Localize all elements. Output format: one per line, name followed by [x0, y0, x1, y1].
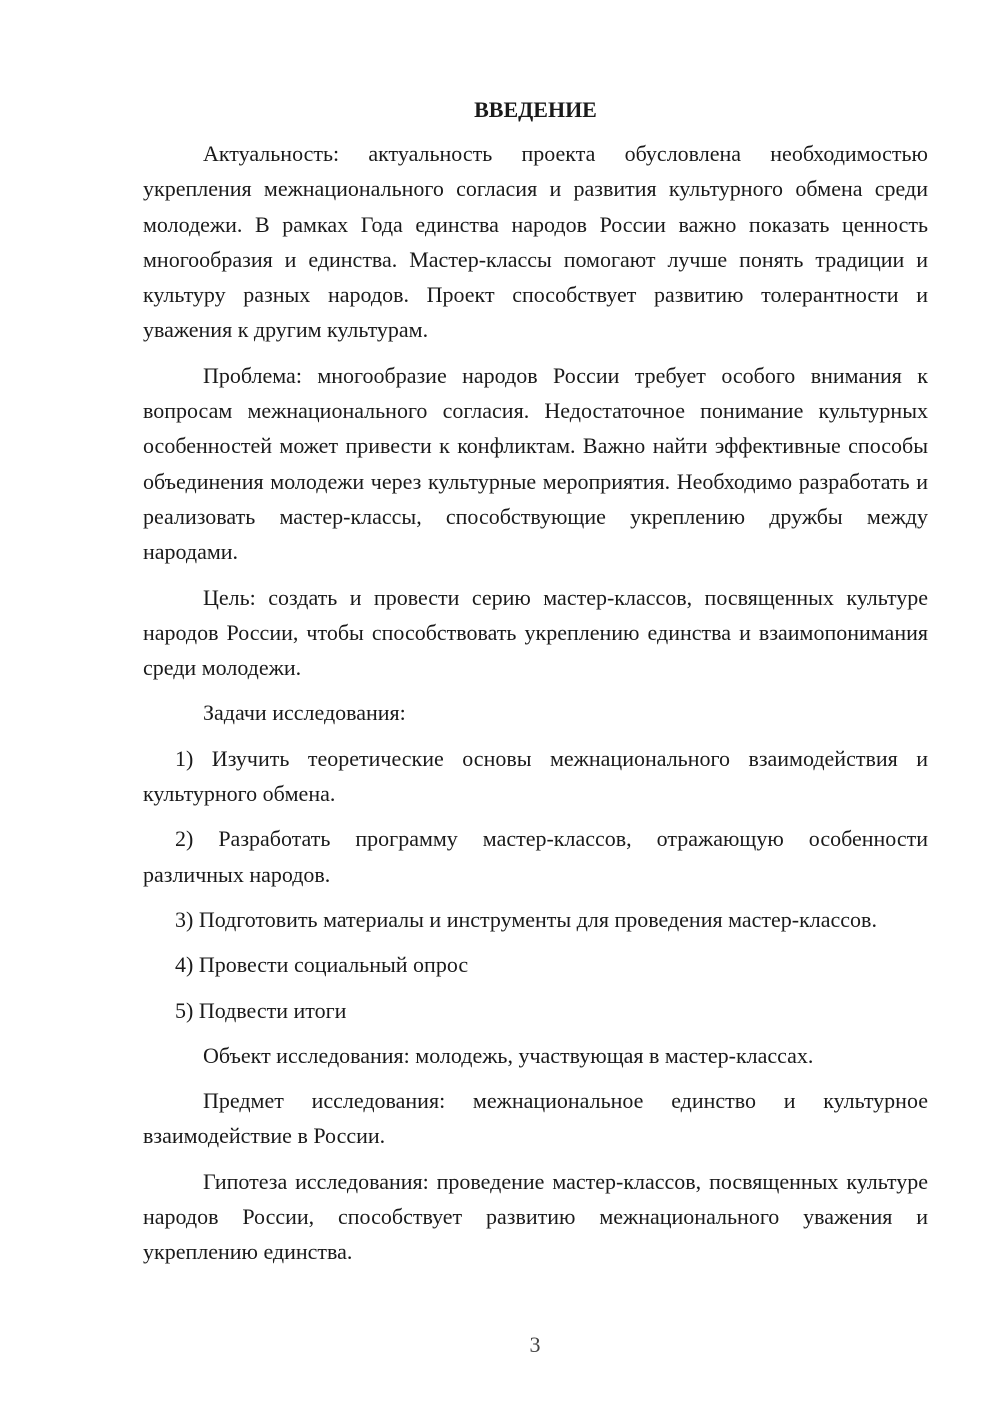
task-item-5: 5) Подвести итоги: [175, 997, 347, 1023]
task-item-4: 4) Провести социальный опрос: [175, 952, 469, 978]
object-paragraph: Объект исследования: молодежь, участвующая в мастер-классах.: [203, 1042, 814, 1068]
document-page: [143, 92, 928, 1270]
task-item-1: 1) Изучить теоретические основы межнационального взаимодействия и культурного обмена.: [143, 745, 928, 807]
subject-paragraph: Предмет исследования: межнациональное единство и культурное взаимодействие в России.: [143, 1088, 928, 1149]
hypothesis-paragraph: Гипотеза исследования: проведение мастер-классов, посвященных культуре народов России, способствует развитию межнационального уважения и укреплению единства.: [143, 1168, 928, 1265]
section-title: ВВЕДЕНИЕ: [474, 97, 597, 122]
tasks-heading: Задачи исследования:: [203, 700, 406, 726]
page-number: 3: [529, 1332, 541, 1357]
relevance-paragraph: Актуальность: актуальность проекта обусловлена необходимостью укрепления межнационального согласия и развития культурного обмена среди молодежи. В рамках Года единства народов России важно показать ценность многообразия и единства. Мастер-классы помогают лучше понять традиции и культуру разных народов. Проект способствует развитию толерантности и уважения к другим культурам.: [143, 141, 928, 343]
task-item-3: 3) Подготовить материалы и инструменты для проведения мастер-классов.: [175, 906, 877, 932]
goal-paragraph: Цель: создать и провести серию мастер-классов, посвященных культуре народов России, чтобы способствовать укреплению единства и взаимопонимания среди молодежи.: [143, 584, 928, 681]
task-item-2: 2) Разработать программу мастер-классов, отражающую особенности различных народов.: [143, 826, 928, 887]
problem-paragraph: Проблема: многообразие народов России требует особого внимания к вопросам межнационального согласия. Недостаточное понимание культурных особенностей может привести к конфликтам. Важно найти эффективные способы объединения молодежи через культурные мероприятия. Необходимо разработать и реализовать мастер-классы, способствующие укреплению дружбы между народами.: [143, 362, 928, 565]
